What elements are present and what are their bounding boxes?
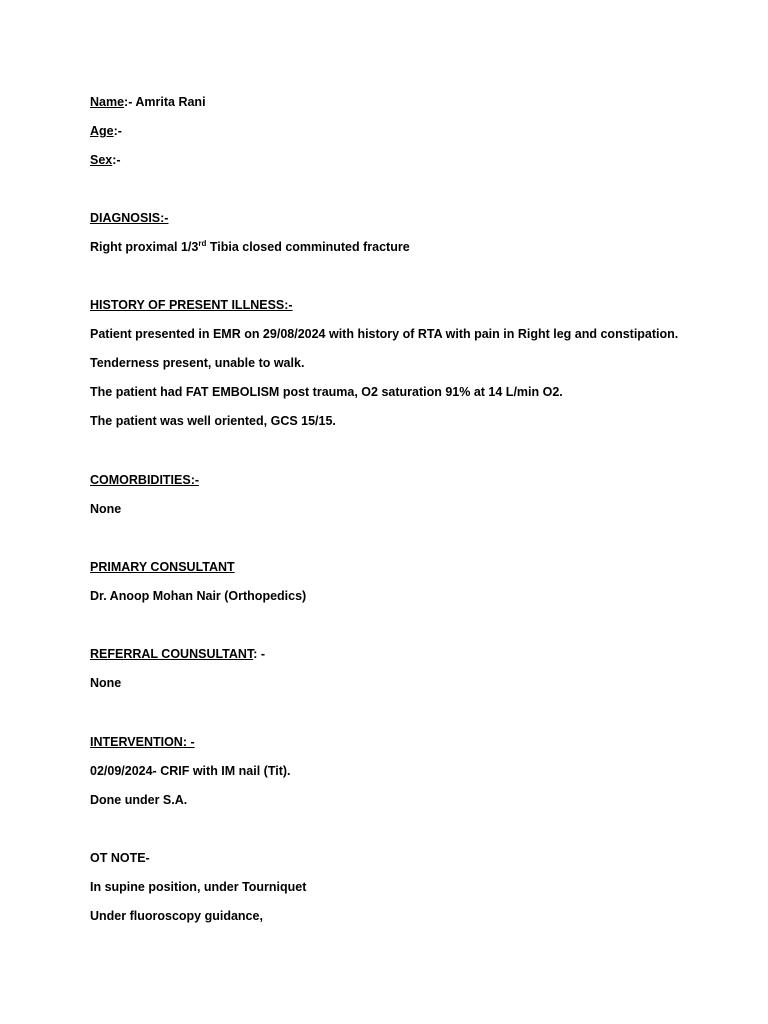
referral-consultant-value: None [90,676,122,690]
ot-note-line-1: In supine position, under Tourniquet [90,880,307,894]
referral-consultant-heading: REFERRAL COUNSULTANT [90,647,254,661]
comorbidities-heading: COMORBIDITIES:- [90,473,200,487]
patient-name-line [90,94,206,110]
name-value: Amrita Rani [135,95,206,109]
name-label: Name [90,95,125,109]
history-line-2: Tenderness present, unable to walk. [90,356,305,370]
sex-separator: :- [112,153,121,167]
history-heading: HISTORY OF PRESENT ILLNESS:- [90,298,293,312]
history-line-3: The patient had FAT EMBOLISM post trauma, O2 saturation 91% at 14 L/min O2. [90,385,563,399]
name-separator: :- [124,95,136,109]
history-line-1: Patient presented in EMR on 29/08/2024 with history of RTA with pain in Right leg and constipation. [90,327,679,341]
history-line-4: The patient was well oriented, GCS 15/15. [90,414,336,428]
referral-consultant-heading-line [90,646,265,662]
ot-note-line-2: Under fluoroscopy guidance, [90,909,263,923]
intervention-heading: INTERVENTION: - [90,735,195,749]
ot-note-heading: OT NOTE- [90,851,150,865]
diagnosis-text-prefix: Right proximal 1/3 [90,240,199,254]
age-label: Age [90,124,114,138]
patient-sex-line [90,152,121,168]
patient-age-line [90,123,122,139]
diagnosis-heading: DIAGNOSIS:- [90,211,169,225]
age-separator: :- [113,124,122,138]
intervention-line-2: Done under S.A. [90,793,188,807]
intervention-line-1: 02/09/2024- CRIF with IM nail (Tit). [90,764,291,778]
diagnosis-text-suffix: Tibia closed comminuted fracture [206,240,410,254]
comorbidities-value: None [90,502,122,516]
primary-consultant-heading: PRIMARY CONSULTANT [90,560,235,574]
referral-consultant-heading-suffix: : - [253,647,266,661]
primary-consultant-value: Dr. Anoop Mohan Nair (Orthopedics) [90,589,307,603]
diagnosis-ordinal-superscript: rd [198,238,207,248]
sex-label: Sex [90,153,113,167]
diagnosis-text [90,239,410,255]
